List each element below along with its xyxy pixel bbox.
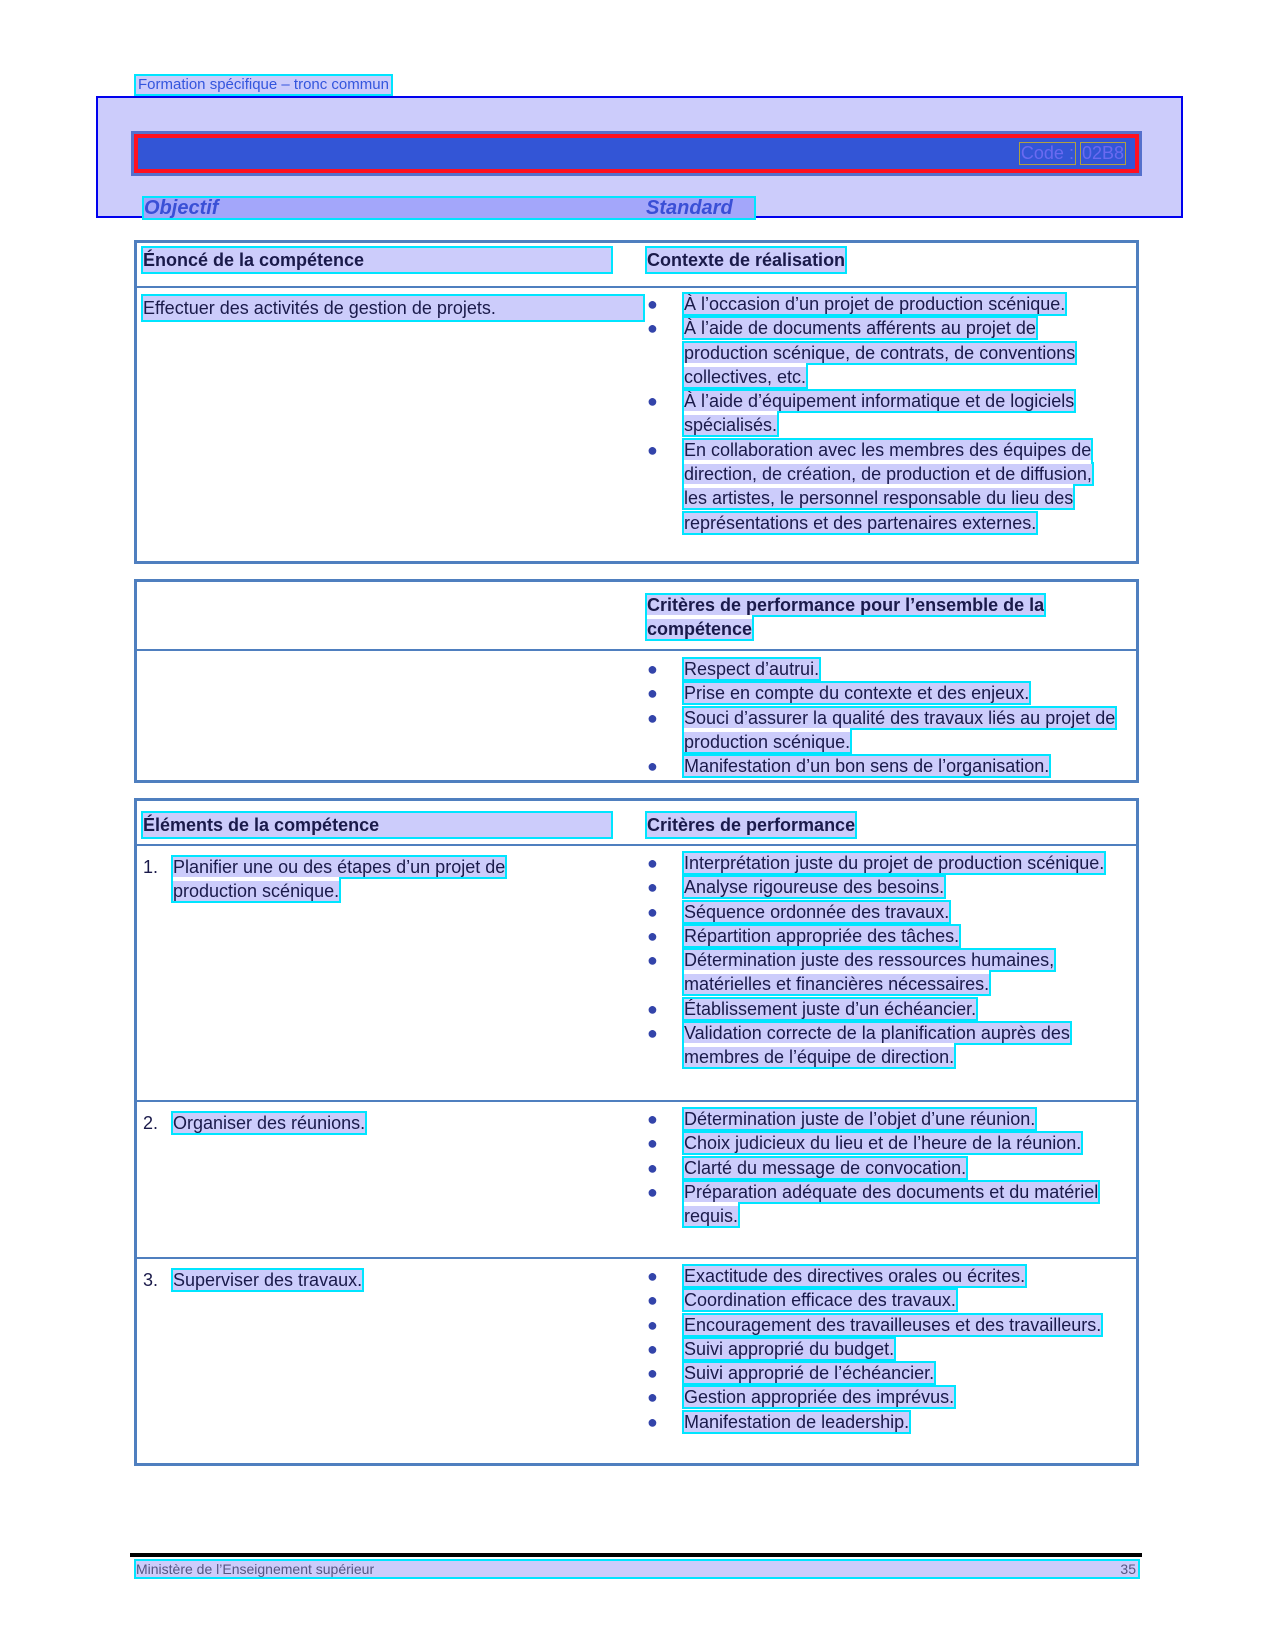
list-item xyxy=(647,292,1117,316)
code-label: Code : xyxy=(1020,143,1074,163)
list-item-text: Suivi approprié du budget. xyxy=(684,1338,895,1359)
list-item xyxy=(647,948,1117,997)
criteres-header: Critères de performance xyxy=(647,813,855,837)
criteres-ensemble-header: Critères de performance pour l’ensemble de la compétence xyxy=(647,595,1045,640)
list-item-text: Encouragement des travailleuses et des travailleurs. xyxy=(684,1314,1102,1335)
bullet-icon: ● xyxy=(647,756,658,777)
list-item xyxy=(647,657,1117,681)
bullet-icon: ● xyxy=(647,1338,658,1359)
list-item xyxy=(647,875,1117,899)
bullet-icon: ● xyxy=(647,877,658,898)
bullet-icon: ● xyxy=(647,1109,658,1129)
standard-heading: Standard xyxy=(646,197,733,219)
list-item-text: Établissement juste d’un échéancier. xyxy=(684,998,977,1019)
footer xyxy=(136,1561,1138,1577)
list-item-text: Exactitude des directives orales ou écrites. xyxy=(684,1266,1026,1286)
divider xyxy=(137,1257,1136,1259)
bullet-icon: ● xyxy=(647,1314,658,1335)
list-item xyxy=(647,997,1117,1021)
element-text: Organiser des réunions. xyxy=(173,1113,366,1133)
footer-ministry: Ministère de l’Enseignement supérieur xyxy=(136,1561,375,1577)
code-value: 02B8 xyxy=(1081,143,1124,163)
element-item xyxy=(143,1111,583,1135)
list-item-text: Manifestation de leadership. xyxy=(684,1411,910,1432)
list-item-text: À l’occasion d’un projet de production scénique. xyxy=(684,294,1066,314)
list-item-text: Répartition appropriée des tâches. xyxy=(684,925,960,946)
list-item-text: À l’aide d’équipement informatique et de logiciels spécialisés. xyxy=(684,391,1075,436)
list-item xyxy=(647,1180,1117,1229)
list-item-text: Séquence ordonnée des travaux. xyxy=(684,901,950,922)
list-item xyxy=(647,681,1117,705)
bullet-icon: ● xyxy=(647,1133,658,1154)
elements-table xyxy=(134,798,1139,1466)
bullet-icon: ● xyxy=(647,950,658,971)
enonce-text: Effectuer des activités de gestion de projets. xyxy=(143,296,643,320)
list-item-text: En collaboration avec les membres des équipes de direction, de création, de production et de diffusion, les artistes, le personnel responsable du lieu des représentations et des partenaires externes. xyxy=(684,439,1092,533)
bullet-icon: ● xyxy=(647,659,658,679)
bullet-icon: ● xyxy=(647,707,658,728)
contexte-list xyxy=(647,292,1117,535)
bullet-icon: ● xyxy=(647,318,658,339)
bullet-icon: ● xyxy=(647,1387,658,1408)
divider xyxy=(137,286,1136,288)
divider xyxy=(137,844,1136,846)
list-item-text: Prise en compte du contexte et des enjeux. xyxy=(684,683,1030,704)
list-item xyxy=(647,1361,1117,1385)
list-item xyxy=(647,1410,1117,1434)
divider xyxy=(137,649,1136,651)
list-item xyxy=(647,1337,1117,1361)
list-item-text: Coordination efficace des travaux. xyxy=(684,1290,956,1311)
bullet-icon: ● xyxy=(647,294,658,314)
bullet-icon: ● xyxy=(647,853,658,873)
criteria-list xyxy=(647,1264,1117,1434)
bullet-icon: ● xyxy=(647,1411,658,1432)
list-item xyxy=(647,851,1117,875)
bullet-icon: ● xyxy=(647,1363,658,1384)
footer-rule xyxy=(130,1553,1142,1557)
list-item xyxy=(647,1021,1117,1070)
list-item-text: Détermination juste des ressources humaines, matérielles et financières nécessaires. xyxy=(684,950,1055,995)
list-item-text: Préparation adéquate des documents et du matériel requis. xyxy=(684,1181,1099,1227)
list-item xyxy=(647,900,1117,924)
element-number: 3. xyxy=(143,1270,159,1290)
bullet-icon: ● xyxy=(647,391,658,412)
code-bar xyxy=(134,134,1139,173)
bullet-icon: ● xyxy=(647,901,658,922)
section-label: Formation spécifique – tronc commun xyxy=(138,76,389,93)
objectif-heading: Objectif xyxy=(144,197,219,219)
bullet-icon: ● xyxy=(647,1181,658,1202)
bullet-icon: ● xyxy=(647,439,658,460)
bullet-icon: ● xyxy=(647,683,658,704)
criteres-ensemble-table xyxy=(134,579,1139,783)
list-item-text: Détermination juste de l’objet d’une réunion. xyxy=(684,1109,1036,1129)
list-item xyxy=(647,389,1117,438)
criteres-ensemble-list xyxy=(647,657,1117,778)
contexte-header: Contexte de réalisation xyxy=(647,248,845,272)
list-item xyxy=(647,1107,1117,1131)
list-item-text: Clarté du message de convocation. xyxy=(684,1157,967,1178)
list-item-text: Souci d’assurer la qualité des travaux liés au projet de production scénique. xyxy=(684,707,1116,752)
list-item xyxy=(647,438,1117,535)
list-item xyxy=(647,1156,1117,1180)
bullet-icon: ● xyxy=(647,1157,658,1178)
elements-header: Éléments de la compétence xyxy=(143,813,611,837)
bullet-icon: ● xyxy=(647,998,658,1019)
list-item xyxy=(647,706,1117,755)
enonce-header: Énoncé de la compétence xyxy=(143,248,611,272)
bullet-icon: ● xyxy=(647,1266,658,1286)
list-item-text: Choix judicieux du lieu et de l’heure de la réunion. xyxy=(684,1133,1082,1154)
divider xyxy=(137,1100,1136,1102)
bullet-icon: ● xyxy=(647,1023,658,1044)
list-item xyxy=(647,1264,1117,1288)
list-item-text: Suivi approprié de l’échéancier. xyxy=(684,1363,935,1384)
list-item-text: Analyse rigoureuse des besoins. xyxy=(684,877,945,898)
list-item xyxy=(647,754,1117,778)
element-text: Superviser des travaux. xyxy=(173,1270,363,1290)
list-item xyxy=(647,316,1117,389)
list-item-text: Respect d’autrui. xyxy=(684,659,820,679)
list-item xyxy=(647,1313,1117,1337)
element-number: 2. xyxy=(143,1113,159,1133)
code-block xyxy=(1020,143,1125,164)
list-item xyxy=(647,924,1117,948)
enonce-table xyxy=(134,240,1139,564)
list-item-text: Validation correcte de la planification auprès des membres de l’équipe de direction. xyxy=(684,1023,1070,1068)
list-item-text: À l’aide de documents afférents au projet de production scénique, de contrats, de conventions collectives, etc. xyxy=(684,318,1076,387)
bullet-icon: ● xyxy=(647,1290,658,1311)
objectif-standard-row xyxy=(144,198,754,218)
list-item-text: Interprétation juste du projet de production scénique. xyxy=(684,853,1105,873)
bullet-icon: ● xyxy=(647,925,658,946)
criteria-list xyxy=(647,1107,1117,1228)
criteria-list xyxy=(647,851,1117,1070)
page-number: 35 xyxy=(1120,1561,1136,1577)
element-item xyxy=(143,855,583,904)
list-item-text: Gestion appropriée des imprévus. xyxy=(684,1387,955,1408)
element-item xyxy=(143,1268,583,1292)
list-item xyxy=(647,1288,1117,1312)
list-item xyxy=(647,1385,1117,1409)
element-text: Planifier une ou des étapes d’un projet de production scénique. xyxy=(173,857,506,902)
list-item-text: Manifestation d’un bon sens de l’organisation. xyxy=(684,756,1050,777)
list-item xyxy=(647,1131,1117,1155)
element-number: 1. xyxy=(143,857,159,877)
